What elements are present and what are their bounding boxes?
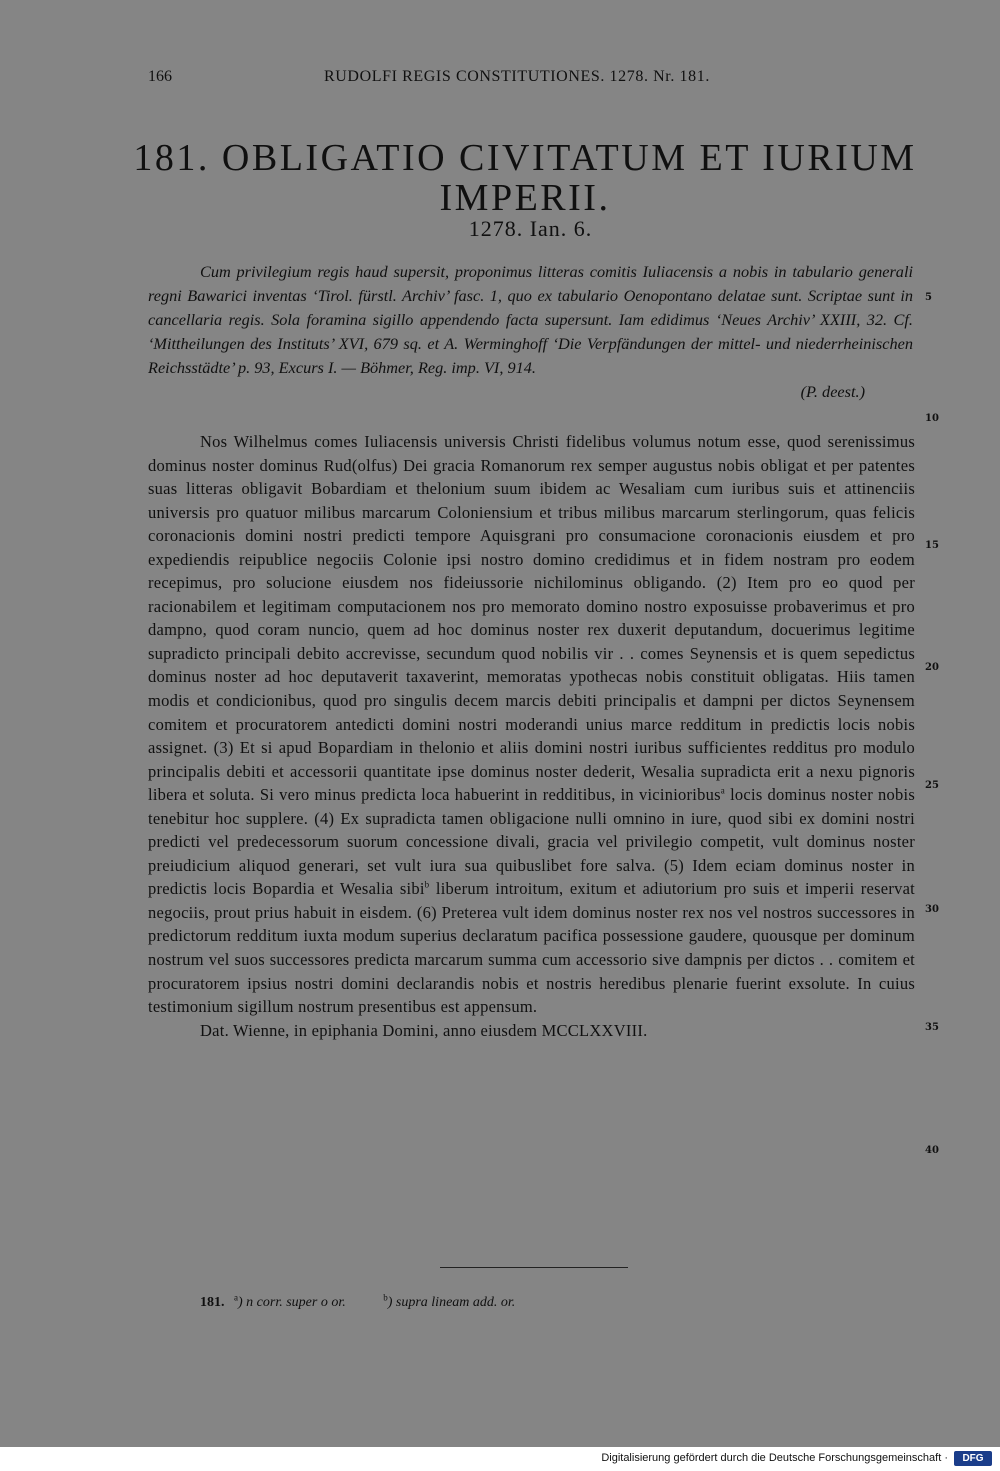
charter-text [148, 430, 915, 1042]
charter-part-1: Nos Wilhelmus comes Iuliacensis universis Christi fidelibus volumus notum esse, quod serenissimus dominus noster dominus Rud(olfus) Dei gracia Romanorum rex semper augustus nobis obligat et per patentes suas litteras obligavit Bobardiam et thelonium suum ibidem ac Wesaliam cum iuribus suis et attinenciis universis pro quatuor milibus marcarum Coloniensium et tribus milibus marcarum sterlingorum, quas felicis coronacionis domini nostri predicti tempore Aquisgrani pro consumacione coronacionis eiusdem et pro expediendis reipublice negociis Colonie ipsi nostro domino credidimus et in fidem nostram pro eodem recepimus, pro solucione eiusdem nos fideiussorie nichilominus obligando. (2) Item pro eo quod per racionabilem et legitimam computacionem nos pro memorato domino nostro exposuisse probaverimus et pro dampno, quod coram nuncio, quem ad hoc dominus noster rex duxerit deputandum, docuerimus legitime supradicto principali debito accrevisse, secundum quod nobilis vir . . comes Seynensis et is quem sepedictus dominus noster ad hoc deputaverit taxaverint, memoratas ypothecas nobis constituit obligatas. Hiis tamen modis et condicionibus, quod pro singulis decem marcis debiti principalis et dampni per dictos Seynensem comitem et procuratorem antedicti domini nostri moderandi unius marce redditum in predictis locis nobis assignet. (3) Et si apud Bopardiam in thelonio et aliis domini nostri iuribus sufficientes redditus pro modulo principalis debiti et accessorii quantitate ipse dominus noster dederit, Wesalia supradicta erit a nexu pignoris libera et soluta. Si vero minus predicta loca habuerint in redditibus, in vicinioribus [148, 432, 915, 805]
footnote-b [383, 1292, 516, 1310]
digitization-credit-bar [0, 1447, 1000, 1471]
page-header [148, 68, 913, 92]
footnote-b-mark: b [383, 1292, 388, 1302]
footnote-ref-a: a [720, 785, 726, 796]
intro-signature-note: (P. deest.) [800, 381, 865, 401]
line-number: 30 [925, 904, 939, 915]
charter-part-3: liberum introitum, exitum et adiutorium pro suis et imperii reservat negociis, prout prius habuit in eisdem. (6) Preterea vult idem dominus noster rex nos vel nostros successores in predictorum redditum iuxta modum superius declaratum pacifica possessione gaudere, quousque per dominum nostrum vel suos successores predicta marcarum summa cum accessorio sive dampnis per dictos . . comitem et procuratorem ipsius nostri domini declarandis nobis et nostris heredibus plenarie fuerint exsolute. In cuius testimonium sigillum nostrum presentibus est appensum. [148, 879, 915, 1017]
footnote-a-mark: a [234, 1292, 238, 1302]
line-number: 15 [925, 540, 939, 551]
document-date: 1278. Ian. 6. [468, 216, 593, 241]
footnote-divider [440, 1267, 628, 1268]
line-number: 25 [925, 780, 939, 791]
page-number: 166 [148, 68, 172, 85]
credit-text: Digitalisierung gefördert durch die Deutsche Forschungsgemeinschaft · [601, 1452, 948, 1464]
footnote-document-number: 181. [200, 1294, 225, 1310]
footnote-a-text: ) n corr. super o or. [238, 1294, 346, 1310]
running-title: RUDOLFI REGIS CONSTITUTIONES. 1278. Nr. 181. [324, 68, 710, 85]
line-number: 20 [925, 662, 939, 673]
footnote-a [234, 1292, 346, 1310]
charter-part-2: locis dominus noster nobis tenebitur hoc supplere. (4) Ex supradicta tamen obligacione nulli omnino in iure, quod sibi ex domini nostri predicti vel predecessorum suorum concessione divali, gracia vel privilegio competit, vult dominus noster preiudicium aliquod generari, set vult iura sua quibuslibet fore salva. (5) Idem eciam dominus noster in predictis locis Bopardia et Wesalia sibi [148, 785, 915, 899]
line-number: 10 [925, 413, 939, 424]
intro-text: Cum privilegium regis haud supersit, proponimus litteras comitis Iuliacensis a nobis in tabulario generali regni Bawarici inventas ‘Tirol. fürstl. Archiv’ fasc. 1, quo ex tabulario Oenopontano delatae sunt. Scriptae sunt in cancellaria regis. Sola foramina sigillo appendendo facta supersunt. Iam edidimus ‘Neues Archiv’ XXIII, 32. Cf. ‘Mittheilungen des Instituts’ XVI, 679 sq. et A. Werminghoff ‘Die Verpfändungen der mittel- und niederrheinischen Reichsstädte’ p. 93, Excurs I. — Böhmer, Reg. imp. VI, 914. [148, 262, 913, 377]
document-title: 181. OBLIGATIO CIVITATUM ET IURIUM IMPERII. [133, 137, 917, 219]
charter-paragraph [148, 430, 915, 1019]
footnote-b-text: ) supra lineam add. or. [387, 1294, 516, 1310]
line-number: 35 [925, 1022, 939, 1033]
charter-dating-clause: Dat. Wienne, in epiphania Domini, anno eiusdem MCCLXXVIII. [200, 1020, 648, 1040]
dfg-logo-icon: DFG [954, 1451, 992, 1466]
footnote-ref-b: b [424, 879, 430, 890]
footnotes [200, 1292, 900, 1311]
line-number: 40 [925, 1145, 939, 1156]
editorial-introduction [148, 260, 913, 403]
line-number: 5 [925, 292, 932, 303]
